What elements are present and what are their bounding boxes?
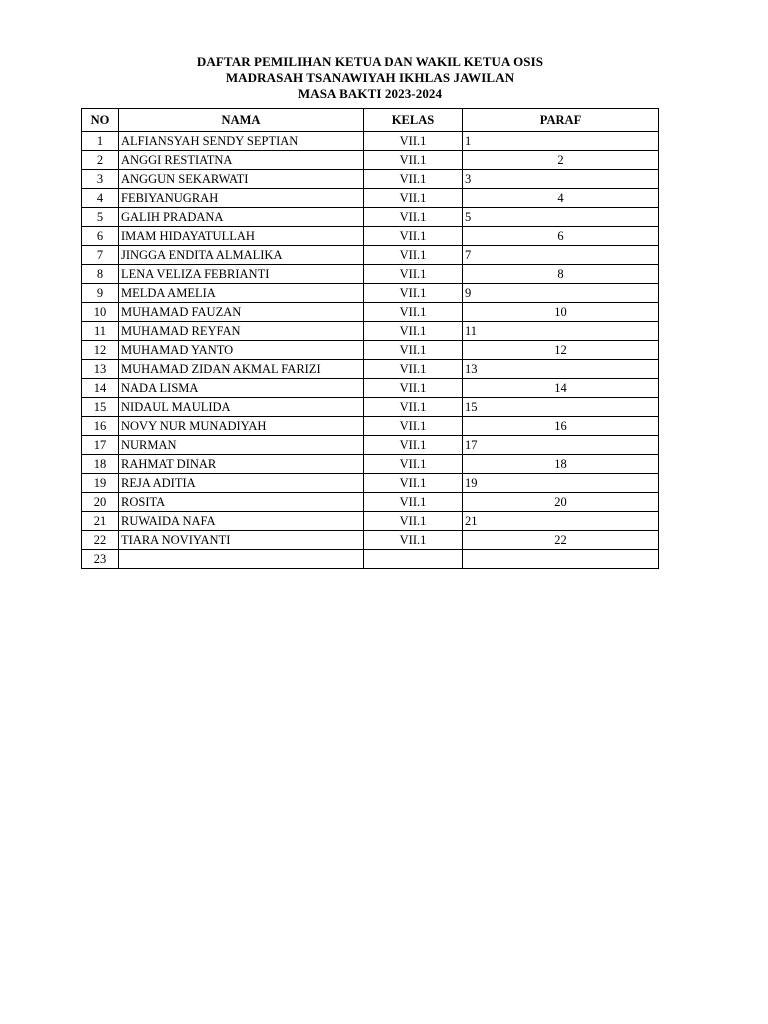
table-body: [82, 132, 659, 569]
student-name: RUWAIDA NAFA: [119, 512, 364, 531]
class-cell: VII.1: [364, 417, 463, 436]
class-cell: VII.1: [364, 227, 463, 246]
row-number: 8: [82, 265, 119, 284]
term-period: MASA BAKTI 2023-2024: [297, 86, 443, 101]
class-cell: VII.1: [364, 322, 463, 341]
table-row: [82, 303, 659, 322]
table-row: [82, 436, 659, 455]
class-cell: VII.1: [364, 531, 463, 550]
signature-cell: 18: [463, 455, 659, 474]
table-row: [82, 417, 659, 436]
row-number: 11: [82, 322, 119, 341]
signature-cell: 22: [463, 531, 659, 550]
student-name: ALFIANSYAH SENDY SEPTIAN: [119, 132, 364, 151]
row-number: 12: [82, 341, 119, 360]
student-name: MUHAMAD ZIDAN AKMAL FARIZI: [119, 360, 364, 379]
signature-cell: 12: [463, 341, 659, 360]
signature-cell: 9: [463, 284, 659, 303]
student-name: MUHAMAD REYFAN: [119, 322, 364, 341]
class-cell: VII.1: [364, 303, 463, 322]
school-name: MADRASAH TSANAWIYAH IKHLAS JAWILAN: [225, 70, 515, 85]
table-row: [82, 474, 659, 493]
student-name: MELDA AMELIA: [119, 284, 364, 303]
signature-cell: 13: [463, 360, 659, 379]
row-number: 5: [82, 208, 119, 227]
student-name: MUHAMAD YANTO: [119, 341, 364, 360]
class-cell: VII.1: [364, 436, 463, 455]
table-row: [82, 208, 659, 227]
student-name: MUHAMAD FAUZAN: [119, 303, 364, 322]
row-number: 20: [82, 493, 119, 512]
row-number: 1: [82, 132, 119, 151]
table-row: [82, 189, 659, 208]
class-cell: VII.1: [364, 284, 463, 303]
row-number: 18: [82, 455, 119, 474]
class-cell: VII.1: [364, 246, 463, 265]
column-header-kelas: KELAS: [364, 109, 463, 132]
student-name: REJA ADITIA: [119, 474, 364, 493]
row-number: 19: [82, 474, 119, 493]
table-row: [82, 246, 659, 265]
signature-cell: 16: [463, 417, 659, 436]
signature-cell: 11: [463, 322, 659, 341]
table-row: [82, 284, 659, 303]
row-number: 9: [82, 284, 119, 303]
signature-cell: 5: [463, 208, 659, 227]
class-cell: VII.1: [364, 493, 463, 512]
signature-cell: 7: [463, 246, 659, 265]
class-cell: VII.1: [364, 360, 463, 379]
class-cell: VII.1: [364, 208, 463, 227]
row-number: 13: [82, 360, 119, 379]
signature-cell: 21: [463, 512, 659, 531]
student-name: NADA LISMA: [119, 379, 364, 398]
row-number: 17: [82, 436, 119, 455]
student-name: ANGGUN SEKARWATI: [119, 170, 364, 189]
document-header: [0, 54, 740, 102]
student-name: NURMAN: [119, 436, 364, 455]
table-row: [82, 360, 659, 379]
table-row: [82, 151, 659, 170]
table-row: [82, 132, 659, 151]
document-title: DAFTAR PEMILIHAN KETUA DAN WAKIL KETUA OSIS: [196, 54, 544, 69]
student-name: IMAM HIDAYATULLAH: [119, 227, 364, 246]
student-name: NOVY NUR MUNADIYAH: [119, 417, 364, 436]
row-number: 23: [82, 550, 119, 569]
student-name: LENA VELIZA FEBRIANTI: [119, 265, 364, 284]
signature-cell: [463, 550, 659, 569]
class-cell: VII.1: [364, 512, 463, 531]
table-row: [82, 341, 659, 360]
student-name: FEBIYANUGRAH: [119, 189, 364, 208]
class-cell: VII.1: [364, 170, 463, 189]
signature-cell: 14: [463, 379, 659, 398]
signature-cell: 1: [463, 132, 659, 151]
student-name: GALIH PRADANA: [119, 208, 364, 227]
column-header-no: NO: [82, 109, 119, 132]
row-number: 14: [82, 379, 119, 398]
class-cell: VII.1: [364, 151, 463, 170]
class-cell: VII.1: [364, 379, 463, 398]
student-name: NIDAUL MAULIDA: [119, 398, 364, 417]
table-row: [82, 265, 659, 284]
table-row: [82, 322, 659, 341]
student-name: RAHMAT DINAR: [119, 455, 364, 474]
row-number: 6: [82, 227, 119, 246]
table-row: [82, 379, 659, 398]
signature-cell: 10: [463, 303, 659, 322]
row-number: 22: [82, 531, 119, 550]
student-name: ROSITA: [119, 493, 364, 512]
class-cell: VII.1: [364, 132, 463, 151]
student-name: TIARA NOVIYANTI: [119, 531, 364, 550]
row-number: 21: [82, 512, 119, 531]
table-row: [82, 493, 659, 512]
table-row: [82, 398, 659, 417]
signature-cell: 8: [463, 265, 659, 284]
class-cell: VII.1: [364, 398, 463, 417]
signature-cell: 6: [463, 227, 659, 246]
signature-cell: 2: [463, 151, 659, 170]
table-row: [82, 227, 659, 246]
row-number: 4: [82, 189, 119, 208]
table-header-row: [82, 109, 659, 132]
column-header-paraf: PARAF: [463, 109, 659, 132]
signature-cell: 3: [463, 170, 659, 189]
row-number: 3: [82, 170, 119, 189]
class-cell: VII.1: [364, 474, 463, 493]
student-name: JINGGA ENDITA ALMALIKA: [119, 246, 364, 265]
signature-cell: 17: [463, 436, 659, 455]
table-row: [82, 531, 659, 550]
table-row: [82, 170, 659, 189]
row-number: 2: [82, 151, 119, 170]
class-cell: [364, 550, 463, 569]
signature-cell: 15: [463, 398, 659, 417]
row-number: 16: [82, 417, 119, 436]
class-cell: VII.1: [364, 341, 463, 360]
signature-cell: 19: [463, 474, 659, 493]
class-cell: VII.1: [364, 189, 463, 208]
student-name: [119, 550, 364, 569]
student-name: ANGGI RESTIATNA: [119, 151, 364, 170]
column-header-nama: NAMA: [119, 109, 364, 132]
row-number: 15: [82, 398, 119, 417]
class-cell: VII.1: [364, 265, 463, 284]
attendance-table: [81, 108, 659, 569]
table-row: [82, 550, 659, 569]
signature-cell: 20: [463, 493, 659, 512]
class-cell: VII.1: [364, 455, 463, 474]
row-number: 10: [82, 303, 119, 322]
signature-cell: 4: [463, 189, 659, 208]
table-row: [82, 455, 659, 474]
row-number: 7: [82, 246, 119, 265]
table-row: [82, 512, 659, 531]
